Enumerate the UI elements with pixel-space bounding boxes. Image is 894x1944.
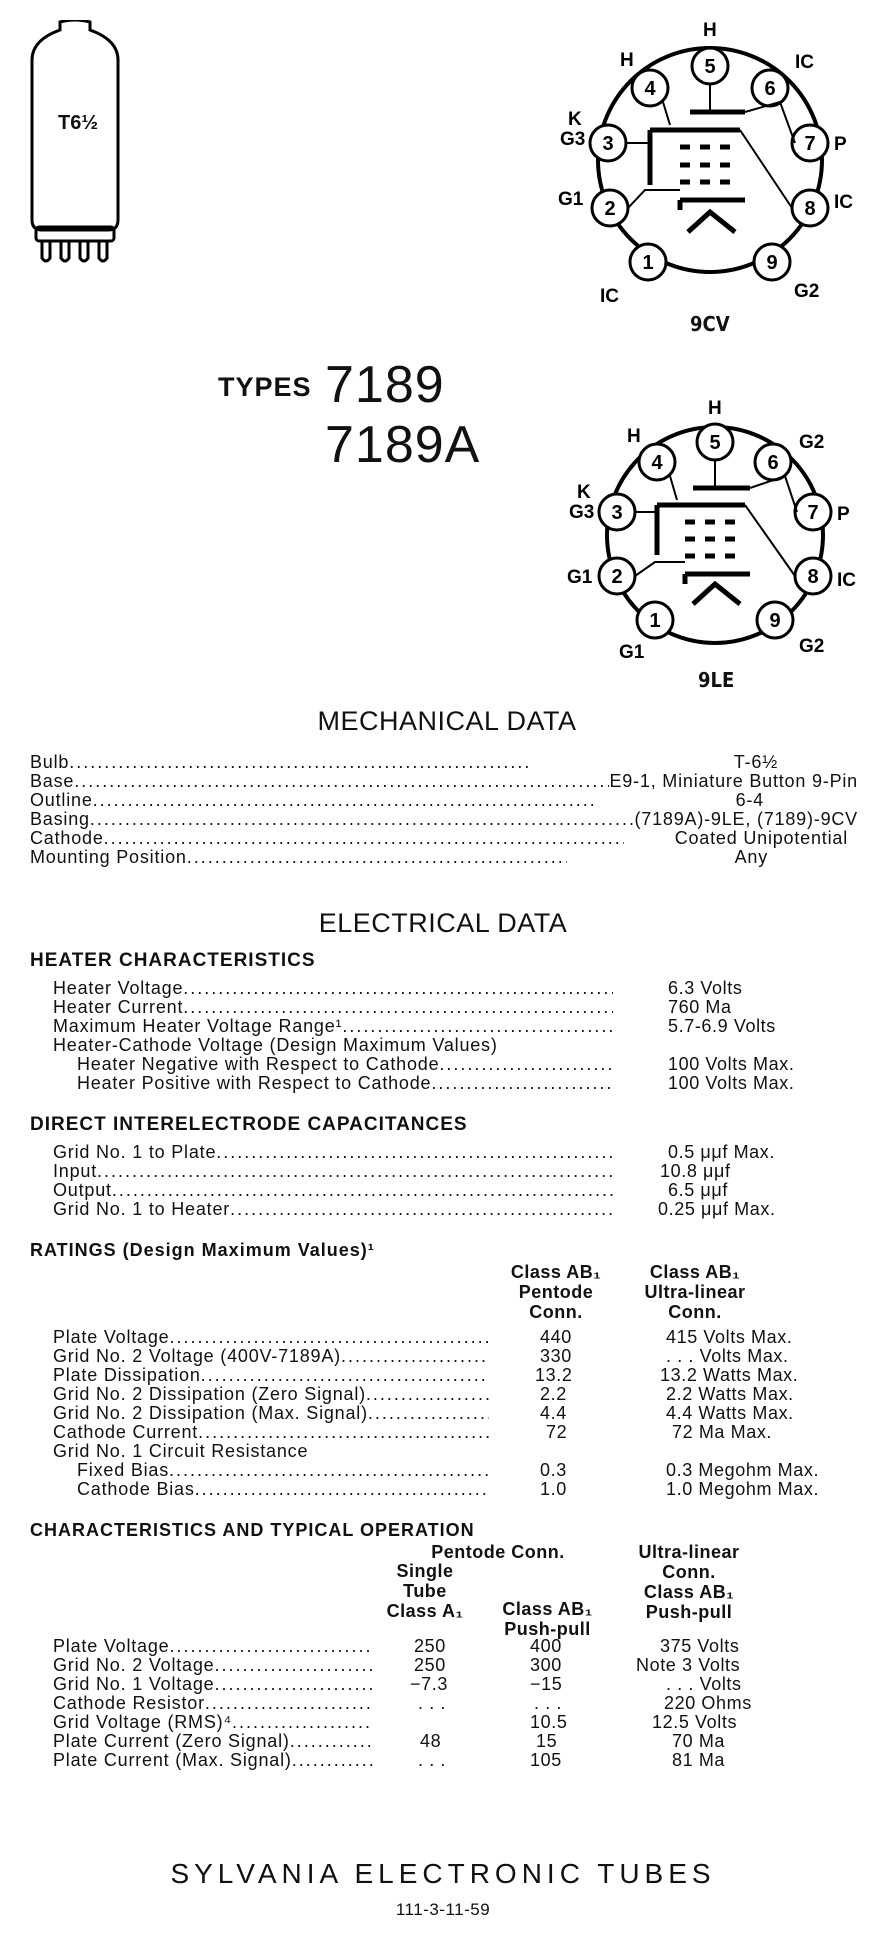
mech-row-outline: Outline . . . 6-4 [30,790,858,810]
svg-text:P: P [837,504,850,525]
heater-current-value: 760 Ma [668,997,732,1017]
typical-col-single: Single Tube Class A₁ [386,1561,464,1621]
pin-7: 7 [807,502,819,524]
heater-positive-row: Heater Positive with Respect to Cathode . . . [77,1073,613,1093]
pin-2: 2 [611,566,623,588]
svg-text:G2: G2 [799,636,825,657]
typical-v2: . . . [534,1693,563,1713]
diagram-9cv-name: 9CV [690,312,730,336]
svg-text:IC: IC [600,286,619,307]
ratings-v2: 0.3 Megohm Max. [666,1460,820,1480]
svg-text:H: H [708,398,722,419]
pin-4: 4 [644,78,656,100]
ratings-v1: 2.2 [540,1384,567,1404]
typical-v2: 300 [530,1655,562,1675]
ratings-row: Fixed Bias . . . [77,1460,489,1480]
typical-row: Grid No. 1 Voltage . . . [53,1674,373,1694]
ratings-v2: 13.2 Watts Max. [660,1365,799,1385]
pin-7: 7 [804,133,816,155]
ratings-row: Grid No. 2 Dissipation (Zero Signal) . . . [53,1384,489,1404]
typical-v3: 12.5 Volts [652,1712,738,1732]
ratings-v2: 4.4 Watts Max. [666,1403,794,1423]
ratings-v1: 4.4 [540,1403,567,1423]
typical-row: Plate Current (Zero Signal) . . . [53,1731,373,1751]
types-word: TYPES [218,372,312,402]
pin-6: 6 [767,452,779,474]
typical-v1: . . . [418,1750,447,1770]
typical-v1: 250 [414,1655,446,1675]
typical-row: Plate Voltage . . . [53,1636,373,1656]
mech-row-cathode: Cathode . . . Coated Unipotential [30,828,858,848]
heater-row-range: Maximum Heater Voltage Range¹ . . . [53,1016,613,1036]
pin-4: 4 [651,452,663,474]
pin-5: 5 [704,56,716,78]
svg-text:H: H [620,50,634,71]
ratings-v2: 415 Volts Max. [666,1327,793,1347]
mech-row-mounting: Mounting Position . . . Any [30,847,858,867]
bulb-label: T6½ [58,112,99,134]
heater-range-value: 5.7-6.9 Volts [668,1016,776,1036]
svg-text:G1: G1 [558,189,584,210]
footer-brand: SYLVANIA ELECTRONIC TUBES [170,1858,716,1889]
pin-2: 2 [604,198,616,220]
mech-row-basing: Basing . . . (7189A)-9LE, (7189)-9CV [30,809,858,829]
mech-row-base: Base . . . E9-1, Miniature Button 9-Pin [30,771,858,791]
ratings-row: Cathode Bias . . . [77,1479,489,1499]
svg-text:P: P [834,134,847,155]
cap-row-grid-heater: Grid No. 1 to Heater . . . [53,1199,613,1219]
typical-v3: 70 Ma [672,1731,726,1751]
ratings-v1: 72 [546,1422,568,1442]
svg-text:K: K [568,109,582,130]
typical-v1: 48 [420,1731,442,1751]
svg-text:IC: IC [837,570,856,591]
typical-v2: −15 [530,1674,563,1694]
typical-v3: . . . Volts [666,1674,742,1694]
pin-8: 8 [804,198,816,220]
cap-input-value: 10.8 μμf [660,1161,731,1181]
ratings-v1: 0.3 [540,1460,567,1480]
typical-v2: 15 [536,1731,558,1751]
type-7189a: 7189A [325,416,481,474]
basing-diagram-9le [545,390,865,670]
typical-v3: 375 Volts [660,1636,740,1656]
electrical-data-title: ELECTRICAL DATA [318,908,568,938]
cap-output-value: 6.5 μμf [668,1180,728,1200]
pin-8: 8 [807,566,819,588]
ratings-col-ultralinear: Class AB₁ Ultra-linear Conn. [644,1262,746,1322]
type-7189: 7189 [325,356,445,414]
typical-v3: 220 Ohms [664,1693,752,1713]
heater-negative-row: Heater Negative with Respect to Cathode . . . [77,1054,613,1074]
svg-text:G1: G1 [619,642,645,663]
mechanical-data-title: MECHANICAL DATA [317,706,577,736]
ratings-row: Grid No. 2 Dissipation (Max. Signal) . . . [53,1403,489,1423]
diagram-9le-name: 9LE [698,668,735,692]
svg-text:IC: IC [834,192,853,213]
ratings-col-pentode: Class AB₁ Pentode Conn. [510,1262,602,1322]
mech-row-bulb: Bulb . . . T-6½ [30,752,858,772]
heater-row-voltage: Heater Voltage . . . [53,978,613,998]
typical-v1: −7.3 [410,1674,448,1694]
typical-v1: 250 [414,1636,446,1656]
ratings-v2: 1.0 Megohm Max. [666,1479,820,1499]
ratings-row: Plate Dissipation . . . [53,1365,489,1385]
typical-v2: 10.5 [530,1712,568,1732]
ratings-v1: 1.0 [540,1479,567,1499]
typical-col-ultralinear: Ultra-linear Conn. Class AB₁ Push-pull [638,1542,740,1622]
typical-v1: . . . [418,1693,447,1713]
svg-text:G1: G1 [567,567,593,588]
heater-cathode-heading: Heater-Cathode Voltage (Design Maximum Values) [53,1035,498,1055]
ratings-v1: 330 [540,1346,572,1366]
cap-row-grid-plate: Grid No. 1 to Plate . . . [53,1142,613,1162]
typical-row: Grid No. 2 Voltage . . . [53,1655,373,1675]
svg-text:H: H [627,426,641,447]
cap-grid-heater-value: 0.25 μμf Max. [658,1199,776,1219]
ratings-row: Grid No. 2 Voltage (400V-7189A) . . . [53,1346,489,1366]
pin-9: 9 [766,252,778,274]
cap-row-output: Output . . . [53,1180,613,1200]
ratings-v2: . . . Volts Max. [666,1346,789,1366]
heater-voltage-value: 6.3 Volts [668,978,743,998]
svg-text:G2: G2 [799,432,825,453]
pin-6: 6 [764,78,776,100]
ratings-row: Plate Voltage . . . [53,1327,489,1347]
svg-text:IC: IC [795,52,814,73]
capacitances-heading: DIRECT INTERELECTRODE CAPACITANCES [30,1114,468,1135]
pin-5: 5 [709,432,721,454]
svg-text:G3: G3 [569,502,595,523]
ratings-v1: 13.2 [535,1365,573,1385]
heater-heading: HEATER CHARACTERISTICS [30,950,316,971]
heater-row-current: Heater Current . . . [53,997,613,1017]
svg-text:H: H [703,20,717,41]
heater-positive-value: 100 Volts Max. [668,1073,795,1093]
basing-diagram-9cv [540,10,860,310]
pin-3: 3 [602,133,614,155]
bulb-outline-drawing [28,20,123,265]
pin-3: 3 [611,502,623,524]
cap-row-input: Input . . . [53,1161,613,1181]
typical-v3: 81 Ma [672,1750,726,1770]
ratings-row: Cathode Current . . . [53,1422,489,1442]
pin-9: 9 [769,610,781,632]
svg-text:G2: G2 [794,281,820,302]
typical-v2: 400 [530,1636,562,1656]
typical-col-pushpull: Class AB₁ Push-pull [502,1599,593,1639]
grid-circuit-heading: Grid No. 1 Circuit Resistance [53,1441,309,1461]
cap-grid-plate-value: 0.5 μμf Max. [668,1142,775,1162]
ratings-v2: 72 Ma Max. [672,1422,773,1442]
pin-1: 1 [642,252,654,274]
footer-code: 111-3-11-59 [395,1900,491,1919]
svg-text:K: K [577,482,591,503]
typical-row: Plate Current (Max. Signal) . . . [53,1750,373,1770]
typical-heading: CHARACTERISTICS AND TYPICAL OPERATION [30,1520,475,1540]
svg-text:G3: G3 [560,129,586,150]
ratings-v1: 440 [540,1327,572,1347]
pin-1: 1 [649,610,661,632]
ratings-v2: 2.2 Watts Max. [666,1384,794,1404]
typical-v2: 105 [530,1750,562,1770]
typical-group-pentode: Pentode Conn. [431,1542,565,1562]
typical-row: Grid Voltage (RMS)⁴ . . . [53,1712,373,1732]
ratings-heading: RATINGS (Design Maximum Values)¹ [30,1240,375,1260]
typical-row: Cathode Resistor . . . [53,1693,373,1713]
typical-v3: Note 3 Volts [636,1655,741,1675]
heater-negative-value: 100 Volts Max. [668,1054,795,1074]
